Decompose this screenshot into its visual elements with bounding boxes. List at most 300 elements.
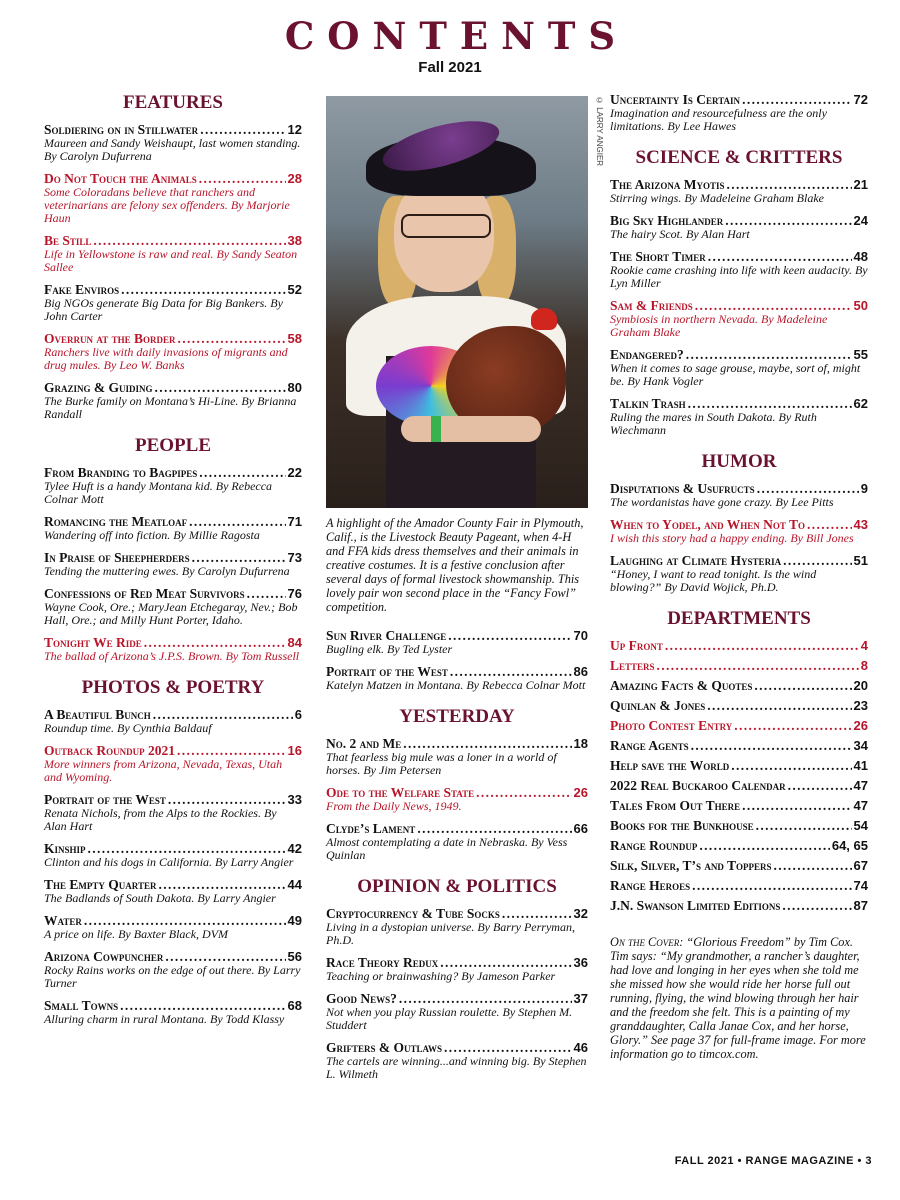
toc-entry[interactable] xyxy=(44,707,302,735)
dot-leader xyxy=(757,481,859,496)
toc-entry-head xyxy=(610,553,868,568)
toc-entry-description: Teaching or brainwashing? By Jameson Parker xyxy=(326,969,556,983)
toc-entry-page: 62 xyxy=(853,396,868,411)
toc-entry-description: Tylee Huft is a handy Montana kid. By Rebecca Colnar Mott xyxy=(44,479,273,506)
toc-entry-page: 55 xyxy=(853,347,868,362)
toc-entry-title: Tonight We Ride xyxy=(44,635,142,650)
toc-entry-page: 76 xyxy=(287,586,302,601)
toc-entry-head xyxy=(610,778,868,793)
toc-entry-page: 9 xyxy=(860,481,868,496)
toc-entry-description: Alluring charm in rural Montana. By Todd Klassy xyxy=(44,1012,285,1026)
toc-entry-page: 26 xyxy=(573,785,588,800)
toc-entry-head xyxy=(326,906,588,921)
column-center xyxy=(326,96,588,1095)
dot-leader xyxy=(731,758,851,773)
toc-entry-page: 56 xyxy=(287,949,302,964)
toc-entry-head xyxy=(610,249,868,264)
toc-entry-description: That fearless big mule was a loner in a world of horses. By Jim Petersen xyxy=(326,750,557,777)
toc-entry-title: Disputations & Usufructs xyxy=(610,481,755,496)
dot-leader xyxy=(444,1040,572,1055)
toc-entry-description: Big NGOs generate Big Data for Big Bankers. By John Carter xyxy=(44,296,283,323)
dot-leader xyxy=(502,906,572,921)
dot-leader xyxy=(754,678,851,693)
toc-entry-title: Confessions of Red Meat Survivors xyxy=(44,586,245,601)
toc-entry[interactable] xyxy=(610,177,868,205)
toc-entry-description: Ranchers live with daily invasions of migrants and drug mules. By Leo W. Banks xyxy=(44,345,288,372)
section-heading: OPINION & POLITICS xyxy=(357,876,557,897)
toc-entry[interactable] xyxy=(326,736,588,777)
toc-entry[interactable] xyxy=(610,481,868,509)
dot-leader xyxy=(688,396,852,411)
toc-entry-title: Cryptocurrency & Tube Socks xyxy=(326,906,500,921)
toc-entry[interactable] xyxy=(610,838,868,853)
dot-leader xyxy=(450,664,572,679)
toc-entry[interactable] xyxy=(610,738,868,753)
dot-leader xyxy=(782,898,851,913)
toc-entry[interactable] xyxy=(610,878,868,893)
toc-entry-page: 70 xyxy=(573,628,588,643)
toc-entry-title: Soldiering on in Stillwater xyxy=(44,122,199,137)
toc-entry-head xyxy=(326,955,588,970)
toc-entry-head xyxy=(44,122,302,137)
toc-entry[interactable] xyxy=(326,1040,588,1081)
toc-entry-description: Symbiosis in northern Nevada. By Madeleine Graham Blake xyxy=(610,312,828,339)
dot-leader xyxy=(665,638,859,653)
toc-entry-page: 64, 65 xyxy=(831,838,868,853)
section-heading: FEATURES xyxy=(123,92,223,113)
toc-entry-description: Roundup time. By Cynthia Baldauf xyxy=(44,721,212,735)
toc-entry-title: Good News? xyxy=(326,991,397,1006)
toc-entry-head xyxy=(44,233,302,248)
toc-entry-page: 47 xyxy=(853,778,868,793)
toc-entry-head xyxy=(326,664,588,679)
toc-entry-title: Amazing Facts & Quotes xyxy=(610,678,753,693)
toc-entry-page: 49 xyxy=(287,913,302,928)
toc-entry-title: From Branding to Bagpipes xyxy=(44,465,198,480)
toc-entry-page: 21 xyxy=(853,177,868,192)
toc-entry-page: 33 xyxy=(287,792,302,807)
toc-entry[interactable] xyxy=(44,998,302,1026)
dot-leader xyxy=(773,858,851,873)
toc-entry-head xyxy=(610,718,868,733)
dot-leader xyxy=(84,913,286,928)
section xyxy=(326,876,588,1081)
toc-entry-head xyxy=(610,758,868,773)
toc-entry-title: Silk, Silver, T’s and Toppers xyxy=(610,858,772,873)
toc-entry-head xyxy=(326,1040,588,1055)
toc-entry-page: 26 xyxy=(853,718,868,733)
toc-entry-title: Talkin Trash xyxy=(610,396,686,411)
toc-entry[interactable] xyxy=(326,821,588,862)
toc-entry[interactable] xyxy=(44,949,302,990)
toc-entry-page: 58 xyxy=(287,331,302,346)
toc-entry[interactable] xyxy=(610,658,868,673)
toc-entry-page: 73 xyxy=(287,550,302,565)
toc-entry-title: Fake Enviros xyxy=(44,282,120,297)
toc-entry-page: 38 xyxy=(287,233,302,248)
dot-leader xyxy=(144,635,286,650)
toc-entry-page: 48 xyxy=(853,249,868,264)
toc-entry[interactable] xyxy=(326,628,588,656)
toc-entry-title: Photo Contest Entry xyxy=(610,718,733,733)
toc-entry[interactable] xyxy=(44,586,302,627)
section-heading: SCIENCE & CRITTERS xyxy=(635,147,843,168)
toc-entry-head xyxy=(44,743,302,758)
toc-entry-description: Ruling the mares in South Dakota. By Ruth Wiechmann xyxy=(610,410,817,437)
toc-entry[interactable] xyxy=(44,380,302,421)
toc-entry-title: J.N. Swanson Limited Editions xyxy=(610,898,781,913)
toc-entry-description: The wordanistas have gone crazy. By Lee Pitts xyxy=(610,495,834,509)
dot-leader xyxy=(120,998,285,1013)
toc-entry-title: Arizona Cowpuncher xyxy=(44,949,164,964)
toc-entry-page: 12 xyxy=(287,122,302,137)
toc-entry-title: Help save the World xyxy=(610,758,730,773)
toc-entry-title: Grifters & Outlaws xyxy=(326,1040,443,1055)
toc-entry-head xyxy=(326,991,588,1006)
toc-entry[interactable] xyxy=(44,792,302,833)
toc-entry-page: 44 xyxy=(287,877,302,892)
toc-entry-head xyxy=(44,877,302,892)
toc-entry-head xyxy=(610,92,868,107)
toc-entry-head xyxy=(610,698,868,713)
toc-entry-page: 24 xyxy=(853,213,868,228)
dot-leader xyxy=(448,628,571,643)
dot-leader xyxy=(192,550,286,565)
toc-entry-description: The ballad of Arizona’s J.P.S. Brown. By Tom Russell xyxy=(44,649,300,663)
toc-entry-head xyxy=(44,998,302,1013)
toc-entry-description: Life in Yellowstone is raw and real. By Sandy Seaton Sallee xyxy=(44,247,298,274)
toc-entry-title: No. 2 and Me xyxy=(326,736,402,751)
toc-entry[interactable] xyxy=(326,785,588,813)
toc-entry-title: Overrun at the Border xyxy=(44,331,176,346)
toc-entry[interactable] xyxy=(44,635,302,663)
toc-entry-title: Do Not Touch the Animals xyxy=(44,171,197,186)
toc-entry[interactable] xyxy=(326,906,588,947)
dot-leader xyxy=(742,92,851,107)
toc-entry-head xyxy=(44,465,302,480)
section xyxy=(44,435,302,663)
toc-entry-title: Range Heroes xyxy=(610,878,691,893)
toc-entry-page: 41 xyxy=(853,758,868,773)
toc-entry[interactable] xyxy=(44,171,302,225)
toc-entry-description: I wish this story had a happy ending. By Bill Jones xyxy=(610,531,854,545)
dot-leader xyxy=(165,949,285,964)
toc-entry-page: 34 xyxy=(853,738,868,753)
toc-entry-head xyxy=(326,785,588,800)
toc-entry-title: The Short Timer xyxy=(610,249,706,264)
toc-entry-description: Katelyn Matzen in Montana. By Rebecca Colnar Mott xyxy=(326,678,586,692)
toc-entry-title: Portrait of the West xyxy=(326,664,448,679)
toc-entry-page: 43 xyxy=(853,517,868,532)
dot-leader xyxy=(247,586,286,601)
toc-entry-title: Romancing the Meatloaf xyxy=(44,514,188,529)
toc-entry-page: 52 xyxy=(287,282,302,297)
toc-entry-head xyxy=(44,331,302,346)
toc-entry-head xyxy=(44,282,302,297)
toc-entry-head xyxy=(610,298,868,313)
toc-entry-head xyxy=(610,638,868,653)
toc-entry-page: 42 xyxy=(287,841,302,856)
toc-entry-title: In Praise of Sheepherders xyxy=(44,550,190,565)
toc-entry-head xyxy=(610,396,868,411)
toc-entry-title: 2022 Real Buckaroo Calendar xyxy=(610,778,786,793)
toc-entry[interactable] xyxy=(610,778,868,793)
toc-entry-page: 84 xyxy=(287,635,302,650)
toc-entry-page: 46 xyxy=(573,1040,588,1055)
toc-entry[interactable] xyxy=(610,517,868,545)
section xyxy=(610,608,868,913)
dot-leader xyxy=(725,213,851,228)
toc-entry-description: A price on life. By Baxter Black, DVM xyxy=(44,927,229,941)
toc-entry-head xyxy=(44,707,302,722)
toc-entry[interactable] xyxy=(44,743,302,784)
toc-entry-title: Sun River Challenge xyxy=(326,628,447,643)
toc-entry-head xyxy=(44,550,302,565)
dot-leader xyxy=(155,380,286,395)
toc-entry-description: The Badlands of South Dakota. By Larry Angier xyxy=(44,891,276,905)
toc-entry-page: 50 xyxy=(853,298,868,313)
toc-entry-page: 74 xyxy=(853,878,868,893)
photo-credit: © LARRY ANGIER xyxy=(595,96,604,167)
toc-entry-title: Letters xyxy=(610,658,655,673)
toc-entry-title: Water xyxy=(44,913,82,928)
dot-leader xyxy=(756,818,852,833)
dot-leader xyxy=(708,249,852,264)
toc-entry-head xyxy=(44,586,302,601)
section xyxy=(610,451,868,594)
dot-leader xyxy=(88,841,286,856)
dot-leader xyxy=(692,878,851,893)
toc-entry-description: The cartels are winning...and winning big. By Stephen L. Wilmeth xyxy=(326,1054,587,1081)
toc-entry-description: Renata Nichols, from the Alps to the Rockies. By Alan Hart xyxy=(44,806,277,833)
dot-leader xyxy=(403,736,571,751)
section-heading: PHOTOS & POETRY xyxy=(81,677,265,698)
toc-entry-head xyxy=(610,798,868,813)
toc-entry-page: 80 xyxy=(287,380,302,395)
toc-entry-head xyxy=(44,514,302,529)
issue-label: Fall 2021 xyxy=(418,59,482,76)
toc-entry-page: 8 xyxy=(860,658,868,673)
dot-leader xyxy=(189,514,285,529)
dot-leader xyxy=(440,955,571,970)
toc-entry[interactable] xyxy=(610,92,868,133)
toc-entry[interactable] xyxy=(44,282,302,323)
toc-entry[interactable] xyxy=(610,638,868,653)
toc-entry-description: Tending the muttering ewes. By Carolyn Dufurrena xyxy=(44,564,290,578)
toc-entry-description: More winners from Arizona, Nevada, Texas, Utah and Wyoming. xyxy=(44,757,283,784)
toc-entry-head xyxy=(44,792,302,807)
toc-entry-page: 6 xyxy=(294,707,302,722)
toc-entry[interactable] xyxy=(44,465,302,506)
section xyxy=(44,677,302,1026)
toc-entry[interactable] xyxy=(44,122,302,163)
toc-entry-title: When to Yodel, and When Not To xyxy=(610,517,805,532)
dot-leader xyxy=(417,821,571,836)
toc-entry[interactable] xyxy=(610,818,868,833)
dot-leader xyxy=(707,698,851,713)
dot-leader xyxy=(199,171,286,186)
toc-entry-page: 86 xyxy=(573,664,588,679)
toc-entry-title: Uncertainty Is Certain xyxy=(610,92,741,107)
toc-entry-description: Bugling elk. By Ted Lyster xyxy=(326,642,453,656)
toc-entry[interactable] xyxy=(610,758,868,773)
section-heading: DEPARTMENTS xyxy=(667,608,811,629)
dot-leader xyxy=(168,792,286,807)
dot-leader xyxy=(807,517,852,532)
toc-entry-description: Almost contemplating a date in Nebraska. By Vess Quinlan xyxy=(326,835,568,862)
dot-leader xyxy=(788,778,852,793)
toc-entry-title: Outback Roundup 2021 xyxy=(44,743,176,758)
toc-entry-head xyxy=(610,213,868,228)
dot-leader xyxy=(657,658,859,673)
toc-entry-page: 22 xyxy=(287,465,302,480)
toc-entry[interactable] xyxy=(610,213,868,241)
toc-entry-description: Wayne Cook, Ore.; MaryJean Etchegaray, Nev.; Bob Hall, Ore.; and Milly Hunt Porter, Idaho. xyxy=(44,600,298,627)
toc-entry[interactable] xyxy=(610,678,868,693)
dot-leader xyxy=(399,991,572,1006)
toc-entry-description: The Burke family on Montana’s Hi-Line. By Brianna Randall xyxy=(44,394,297,421)
dot-leader xyxy=(691,738,852,753)
toc-entry[interactable] xyxy=(610,298,868,339)
toc-entry-head xyxy=(610,878,868,893)
toc-entry-description: Rocky Rains works on the edge of out there. By Larry Turner xyxy=(44,963,301,990)
toc-entry[interactable] xyxy=(44,877,302,905)
toc-entry-head xyxy=(610,177,868,192)
toc-entry[interactable] xyxy=(610,798,868,813)
toc-entry[interactable] xyxy=(44,550,302,578)
toc-entry[interactable] xyxy=(44,841,302,869)
page-footer: FALL 2021 • RANGE MAGAZINE • 3 xyxy=(674,1155,872,1167)
toc-entry-description: The hairy Scot. By Alan Hart xyxy=(610,227,750,241)
toc-entry-description: When it comes to sage grouse, maybe, sort of, might be. By Hank Vogler xyxy=(610,361,861,388)
toc-entry-page: 28 xyxy=(287,171,302,186)
toc-entry-description: Maureen and Sandy Weishaupt, last women standing. By Carolyn Dufurrena xyxy=(44,136,301,163)
toc-entry[interactable] xyxy=(44,913,302,941)
dot-leader xyxy=(153,707,293,722)
dot-leader xyxy=(695,298,852,313)
toc-entry-description: Rookie came crashing into life with keen audacity. By Lyn Miller xyxy=(610,263,868,290)
toc-entry-page: 23 xyxy=(853,698,868,713)
toc-entry-description: Stirring wings. By Madeleine Graham Blake xyxy=(610,191,824,205)
toc-entry[interactable] xyxy=(610,396,868,437)
toc-entry-description: Not when you play Russian roulette. By Stephen M. Studdert xyxy=(326,1005,573,1032)
toc-entry-head xyxy=(326,628,588,643)
toc-entry-page: 20 xyxy=(853,678,868,693)
column-left xyxy=(44,92,302,1040)
toc-entry-head xyxy=(610,481,868,496)
toc-entry-title: Big Sky Highlander xyxy=(610,213,724,228)
toc-entry-page: 32 xyxy=(573,906,588,921)
dot-leader xyxy=(177,743,286,758)
dot-leader xyxy=(742,798,851,813)
section xyxy=(326,628,588,692)
cover-note-lead: On the Cover: xyxy=(610,935,684,949)
toc-entry-title: Portrait of the West xyxy=(44,792,166,807)
toc-entry-page: 87 xyxy=(853,898,868,913)
toc-entry[interactable] xyxy=(44,331,302,372)
section xyxy=(44,92,302,421)
toc-entry-head xyxy=(44,635,302,650)
toc-entry[interactable] xyxy=(610,553,868,594)
toc-entry[interactable] xyxy=(610,858,868,873)
toc-entry-page: 37 xyxy=(573,991,588,1006)
dot-leader xyxy=(177,331,285,346)
toc-entry-description: Imagination and resourcefulness are the only limitations. By Lee Hawes xyxy=(610,106,827,133)
dot-leader xyxy=(200,122,285,137)
toc-entry[interactable] xyxy=(610,347,868,388)
toc-entry-title: A Beautiful Bunch xyxy=(44,707,151,722)
toc-entry-page: 16 xyxy=(287,743,302,758)
toc-entry-description: From the Daily News, 1949. xyxy=(326,799,462,813)
toc-entry-page: 4 xyxy=(860,638,868,653)
toc-entry[interactable] xyxy=(326,664,588,692)
toc-entry[interactable] xyxy=(610,718,868,733)
dot-leader xyxy=(158,877,285,892)
toc-entry[interactable] xyxy=(44,514,302,542)
toc-entry[interactable] xyxy=(610,249,868,290)
cover-photo xyxy=(326,96,588,508)
dot-leader xyxy=(199,465,285,480)
toc-entry-title: Kinship xyxy=(44,841,86,856)
toc-entry-title: Clyde’s Lament xyxy=(326,821,416,836)
toc-entry-head xyxy=(610,517,868,532)
toc-entry-head xyxy=(326,821,588,836)
dot-leader xyxy=(476,785,571,800)
toc-entry-description: “Honey, I want to read tonight. Is the wind blowing?” By David Wojick, Ph.D. xyxy=(610,567,817,594)
toc-entry-description: Some Coloradans believe that ranchers and veterinarians are felony sex offenders. By Marjorie Haun xyxy=(44,185,290,225)
toc-entry-head xyxy=(44,841,302,856)
toc-entry-title: Grazing & Guiding xyxy=(44,380,153,395)
toc-entry-page: 71 xyxy=(287,514,302,529)
section-heading: YESTERDAY xyxy=(399,706,515,727)
toc-entry-head xyxy=(44,913,302,928)
toc-entry[interactable] xyxy=(610,698,868,713)
toc-entry-page: 51 xyxy=(853,553,868,568)
toc-entry-title: Books for the Bunkhouse xyxy=(610,818,754,833)
toc-entry-head xyxy=(610,347,868,362)
dot-leader xyxy=(121,282,285,297)
toc-entry[interactable] xyxy=(326,991,588,1032)
toc-entry[interactable] xyxy=(44,233,302,274)
toc-entry-page: 54 xyxy=(853,818,868,833)
toc-entry-head xyxy=(610,858,868,873)
cover-note-text: “Glorious Freedom” by Tim Cox. Tim says: “My grandmother, a rancher’s daughter, had love and longing in her eyes when she told me she missed how she would ride her horse full out running, flying, the wind blowing through her hair and the freedom she felt. This is a painting of my granddaughter, Calla Janae Cox, and her horse, Glory.” See page 37 for full-frame image. For more information go to timcox.com. xyxy=(610,935,866,1061)
section xyxy=(610,92,868,133)
toc-entry-title: Sam & Friends xyxy=(610,298,693,313)
dot-leader xyxy=(727,177,852,192)
toc-entry-title: Endangered? xyxy=(610,347,684,362)
dot-leader xyxy=(699,838,829,853)
toc-entry-head xyxy=(610,818,868,833)
dot-leader xyxy=(734,718,851,733)
toc-entry[interactable] xyxy=(610,898,868,913)
page-title: CONTENTS xyxy=(284,14,629,58)
toc-entry-page: 47 xyxy=(853,798,868,813)
dot-leader xyxy=(783,553,851,568)
toc-entry-title: Range Roundup xyxy=(610,838,698,853)
toc-entry-head xyxy=(610,898,868,913)
toc-entry-title: Race Theory Redux xyxy=(326,955,439,970)
photo-caption: A highlight of the Amador County Fair in Plymouth, Calif., is the Livestock Beauty Pageant, when 4-H and FFA kids dress themselves and their animals in creative costumes. It is a festive conclusion after several days of formal livestock showmanship. This lovely pair won second place in the “Fancy Fowl” competition. xyxy=(326,516,584,614)
center-sections xyxy=(326,628,588,1081)
toc-entry-page: 72 xyxy=(853,92,868,107)
section-heading: HUMOR xyxy=(701,451,777,472)
toc-entry-page: 68 xyxy=(287,998,302,1013)
toc-entry[interactable] xyxy=(326,955,588,983)
section-heading: PEOPLE xyxy=(134,435,211,456)
toc-entry-title: Laughing at Climate Hysteria xyxy=(610,553,782,568)
toc-entry-title: Quinlan & Jones xyxy=(610,698,706,713)
